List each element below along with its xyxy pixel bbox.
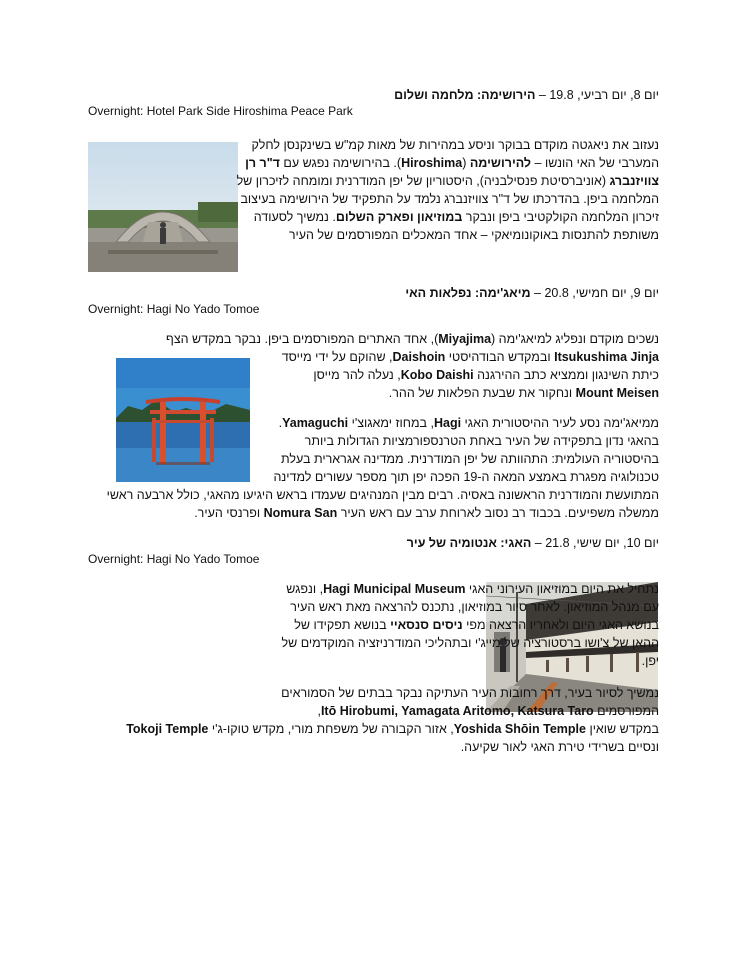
text-line: נתחיל את היום במוזיאון העירוני האגי Hagi Municipal Museum, ונפגש [286, 582, 659, 596]
day10-paragraph-1 [99, 580, 659, 670]
text-line: ונסיים בשרידי טירת האגי לאור שקיעה. [460, 740, 659, 754]
day10-heading: יום 10, יום שישי, 21.8 – האגי: אנטומיה של עיר [406, 536, 659, 550]
text-line: בנושא האגי היום ולאחריו הרצאה מפי ניסים סנסאיי בנושא תפקידו של [294, 618, 659, 632]
day9-overnight: Overnight: Hagi No Yado Tomoe [88, 302, 260, 316]
day9-paragraph-1 [99, 330, 659, 402]
day10-overnight: Overnight: Hagi No Yado Tomoe [88, 552, 260, 566]
text-line: ההאן של צ'ושו ברסטורציה של מייג'י ובתהליכי המודרניזציה המוקדמים של [281, 636, 659, 650]
text-line: המתועשת והמודרנית הראשונה באסיה. רבים מבין המנהיגים שעמדו בראש היגיעו מהאגי, כולל ארבעה ראשי [106, 488, 659, 502]
text-line: המפורסמים Itō Hirobumi, Yamagata Aritomo, Katsura Taro, [317, 704, 659, 718]
text-line: עם מנהל המוזיאון. לאחר סיור במוזיאון, נתכנס להרצאה מאת ראש העיר [290, 600, 659, 614]
hiroshima-peace-memorial-photo [88, 142, 238, 272]
day8-overnight: Overnight: Hotel Park Side Hiroshima Peace Park [88, 104, 353, 118]
text-line: צוויזנברג (אוניברסיטת פנסילבניה), היסטוריון של יפן המודרנית ומומחה לזיכרון של [236, 174, 659, 188]
text-line: נמשיך לסיור בעיר, דרך רחובות העיר העתיקה נבקר בבתים של הסמוראים [281, 686, 659, 700]
text-line: Mount Meisen ונחקור את שבעת הפלאות של ההר. [388, 386, 659, 400]
day9-heading: יום 9, יום חמישי, 20.8 – מיאג'ימה: נפלאות האי [405, 286, 659, 300]
text-line: כיתת השינגון וממציא כתב ההירגנה Kobo Daishi, נעלה להר מייסן [313, 368, 659, 382]
day10-paragraph-2 [99, 684, 659, 756]
text-line: Itsukushima Jinja ובמקדש הבודהיסטי Daishoin, שהוקם על ידי מייסד [281, 350, 659, 364]
text-line: טכנולוגיה מפגרת באמצע המאה ה-19 הפכה יפן תוך מספר עשורים למדינה [273, 470, 659, 484]
text-line: יפן. [641, 654, 659, 668]
text-line: נשכים מוקדם ונפליג למיאג'ימה (Miyajima), אחד האתרים המפורסמים ביפן. נבקר במקדש הצף [166, 332, 659, 346]
text-line: ממשלה משפיעים. בכבוד רב נסוב לארוחת ערב עם ראש העיר Nomura San ופרנסי העיר. [194, 506, 659, 520]
day8-description [236, 136, 659, 244]
text-line: בהיסטוריה העולמית: התהוותה של יפן המודרנית. ממדינה אגרארית בעלת [281, 452, 659, 466]
text-line: המלחמה ביפן. בהדרכתו של ד"ר צוויזנברג נלמד על התפקיד של הירושימה בעיצוב [240, 192, 659, 206]
day9-paragraph-2 [99, 414, 659, 522]
text-line: המערבי של האי הונשו – להירושימה (Hiroshima). בהירושימה נפגש עם ד"ר רן [245, 156, 659, 170]
text-line: ממיאג'ימה נסע לעיר ההיסטורית האגי Hagi, במחוז ימאגוצ'י Yamaguchi. [278, 416, 659, 430]
text-line: משותפת להתנסות באוקונומיאקי – אחד המאכלים המפורסמים של העיר [288, 228, 659, 242]
text-line: במקדש שואין Yoshida Shōin Temple, אזור הקבורה של משפחת מורי, מקדש טוקו-ג'י Tokoji Temple [126, 722, 659, 736]
text-line: נעזוב את ניאגטה מוקדם בבוקר וניסע במהירות של מאות קמ"ש בשינקנסן לחלק [251, 138, 659, 152]
text-line: בהאגי נדון בתפקידה של העיר באחת הטרנספורמציות הגדולות ביותר [304, 434, 659, 448]
day8-heading: יום 8, יום רביעי, 19.8 – הירושימה: מלחמה ושלום [394, 88, 659, 102]
text-line: זיכרון המלחמה הקולקטיבי ביפן ונבקר במוזיאון ופארק השלום. נמשיך לסעודה [253, 210, 659, 224]
